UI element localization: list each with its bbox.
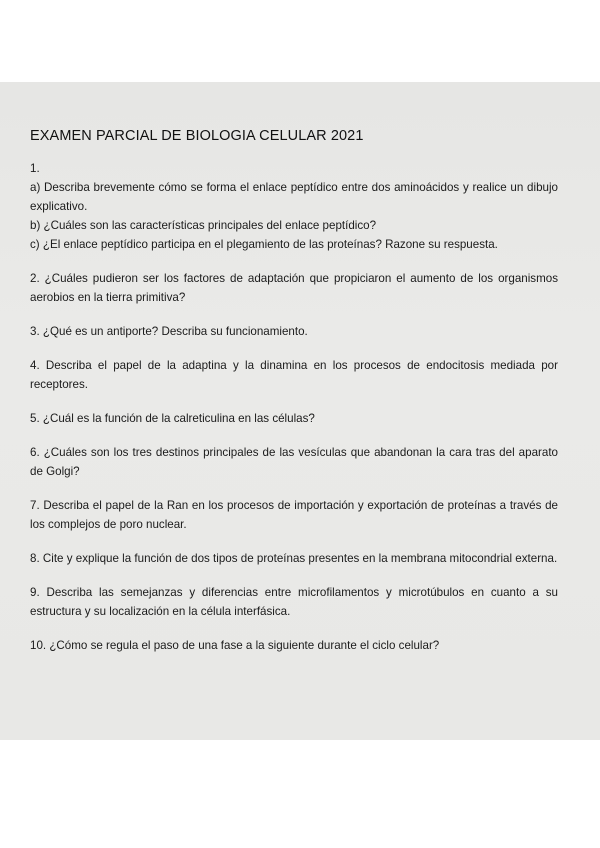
question-9: 9. Describa las semejanzas y diferencias entre microfilamentos y microtúbulos en cuanto a su estructura y su localización en la célula interfásica. <box>30 586 558 618</box>
question-3: 3. ¿Qué es un antiporte? Describa su funcionamiento. <box>30 325 308 338</box>
spacer <box>30 307 558 322</box>
question-1b: b) ¿Cuáles son las características principales del enlace peptídico? <box>30 219 377 232</box>
question-8: 8. Cite y explique la función de dos tipos de proteínas presentes en la membrana mitocondrial externa. <box>30 552 558 565</box>
spacer <box>30 481 558 496</box>
exam-title: EXAMEN PARCIAL DE BIOLOGIA CELULAR 2021 <box>30 128 364 144</box>
question-1-number: 1. <box>30 162 40 175</box>
question-10: 10. ¿Cómo se regula el paso de una fase a la siguiente durante el ciclo celular? <box>30 639 440 652</box>
spacer <box>30 568 558 583</box>
question-6: 6. ¿Cuáles son los tres destinos principales de las vesículas que abandonan la cara tras del aparato de Golgi? <box>30 446 558 478</box>
spacer <box>30 394 558 409</box>
spacer <box>30 254 558 269</box>
question-5: 5. ¿Cuál es la función de la calreticulina en las células? <box>30 412 315 425</box>
question-4: 4. Describa el papel de la adaptina y la dinamina en los procesos de endocitosis mediada por receptores. <box>30 359 558 391</box>
question-1a: a) Describa brevemente cómo se forma el enlace peptídico entre dos aminoácidos y realice un dibujo explicativo. <box>30 181 558 213</box>
spacer <box>30 341 558 356</box>
question-1c: c) ¿El enlace peptídico participa en el plegamiento de las proteínas? Razone su respuesta. <box>30 238 498 251</box>
question-7: 7. Describa el papel de la Ran en los procesos de importación y exportación de proteínas a través de los complejos de poro nuclear. <box>30 499 558 531</box>
spacer <box>30 534 558 549</box>
spacer <box>30 428 558 443</box>
exam-content <box>30 127 558 655</box>
question-2: 2. ¿Cuáles pudieron ser los factores de adaptación que propiciaron el aumento de los organismos aerobios en la tierra primitiva? <box>30 272 558 304</box>
spacer <box>30 621 558 636</box>
